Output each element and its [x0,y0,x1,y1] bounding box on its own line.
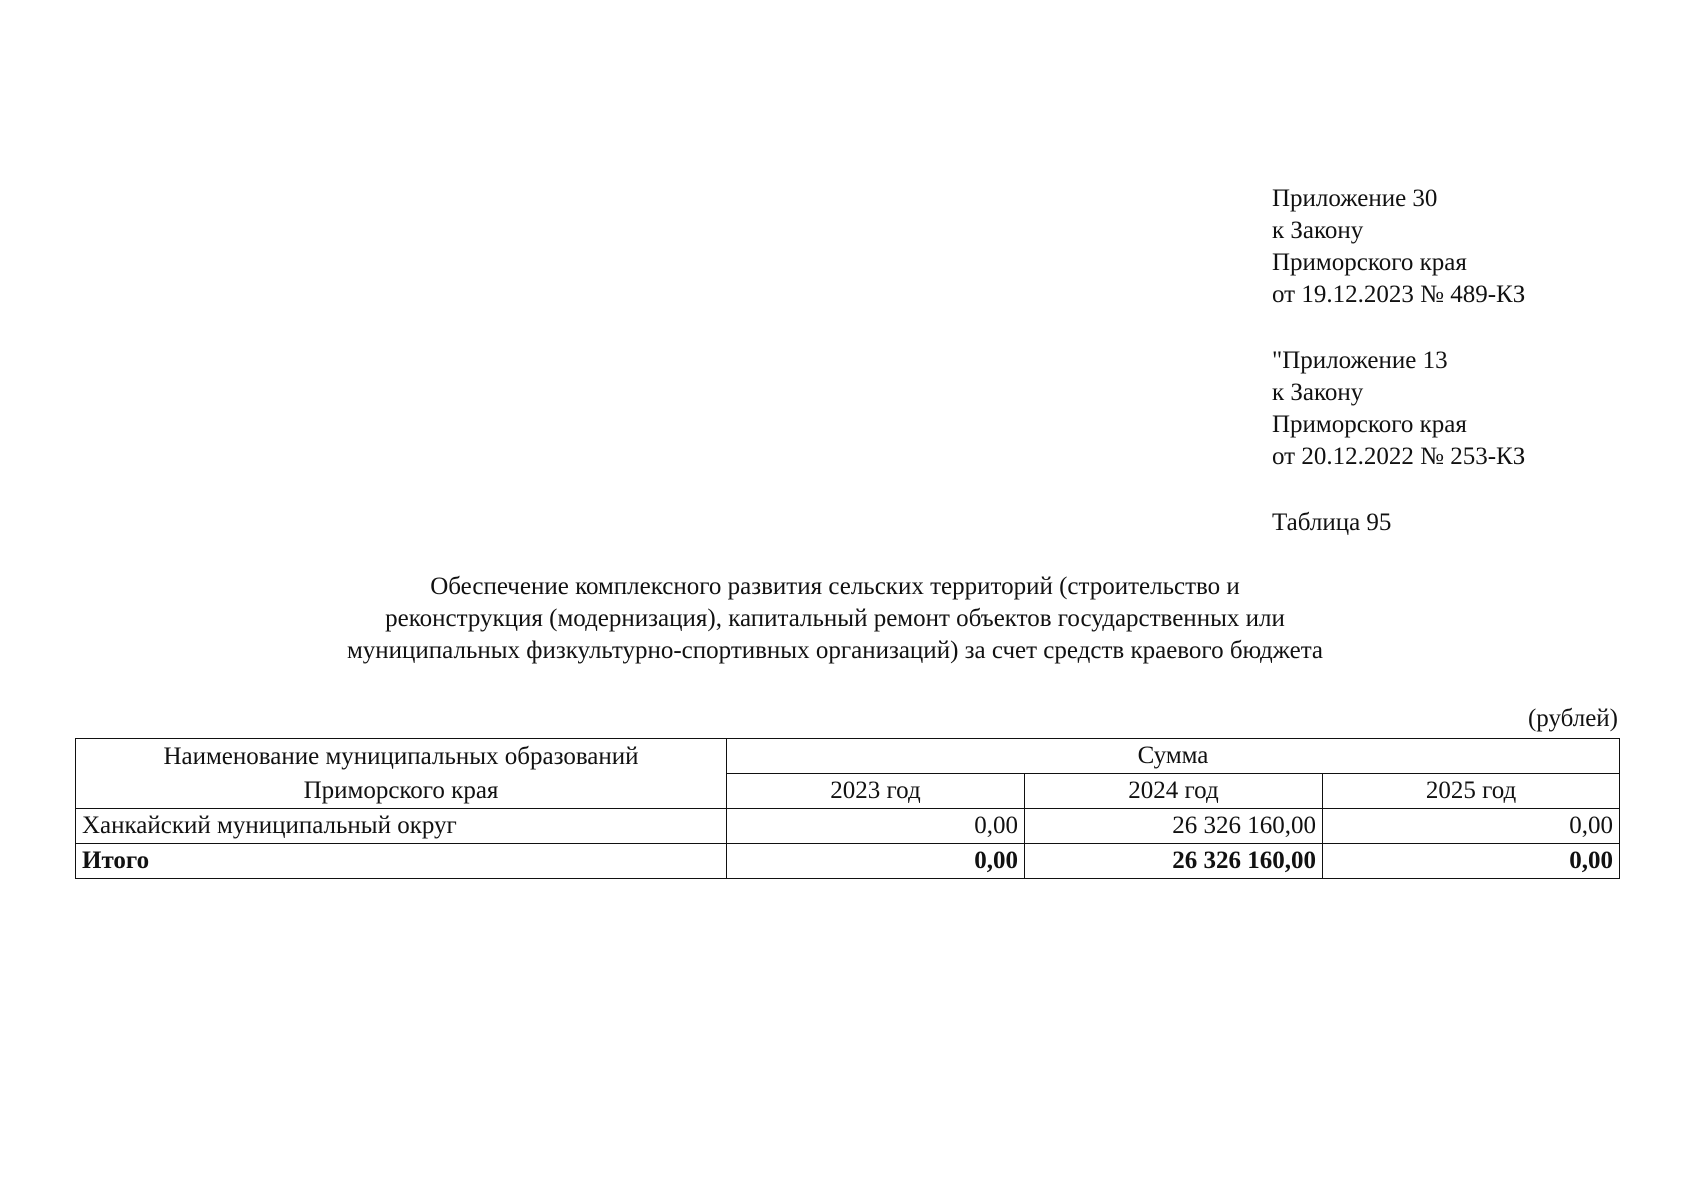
budget-table [75,738,1620,879]
previous-attachment-line-2: к Закону [1272,379,1364,406]
header-row-1 [76,739,1620,774]
attachment-line-2: к Закону [1272,217,1364,244]
previous-attachment-line-4: от 20.12.2022 № 253-КЗ [1272,443,1526,470]
total-value-2025: 0,00 [1323,844,1620,879]
title-line-2: реконструкция (модернизация), капитальный ремонт объектов государственных или [385,605,1285,632]
total-value-2024: 26 326 160,00 [1025,844,1323,879]
total-row [76,844,1620,879]
name-header-line-1: Наименование муниципальных образований [163,742,639,770]
table-row [76,809,1620,844]
attachment-line-1: Приложение 30 [1272,185,1438,212]
row-value-2024: 26 326 160,00 [1025,809,1323,844]
title-line-1: Обеспечение комплексного развития сельских территорий (строительство и [430,573,1240,600]
row-value-2025: 0,00 [1323,809,1620,844]
attachment-line-3: Приморского края [1272,249,1467,276]
previous-attachment-line-1: "Приложение 13 [1272,347,1448,374]
row-name: Ханкайский муниципальный округ [76,809,727,844]
row-value-2023: 0,00 [727,809,1025,844]
previous-attachment-line-3: Приморского края [1272,411,1467,438]
name-column-header [76,739,727,809]
name-header-line-2: Приморского края [303,776,499,804]
title-line-3: муниципальных физкультурно-спортивных организаций) за счет средств краевого бюджета [346,637,1324,664]
attachment-line-4: от 19.12.2023 № 489-КЗ [1272,281,1526,308]
year-header-2024: 2024 год [1025,774,1323,809]
unit-label: (рублей) [1527,705,1618,732]
table-number: Таблица 95 [1272,509,1392,536]
total-value-2023: 0,00 [727,844,1025,879]
sum-header: Сумма [727,739,1620,774]
total-label: Итого [76,844,727,879]
year-header-2023: 2023 год [727,774,1025,809]
year-header-2025: 2025 год [1323,774,1620,809]
